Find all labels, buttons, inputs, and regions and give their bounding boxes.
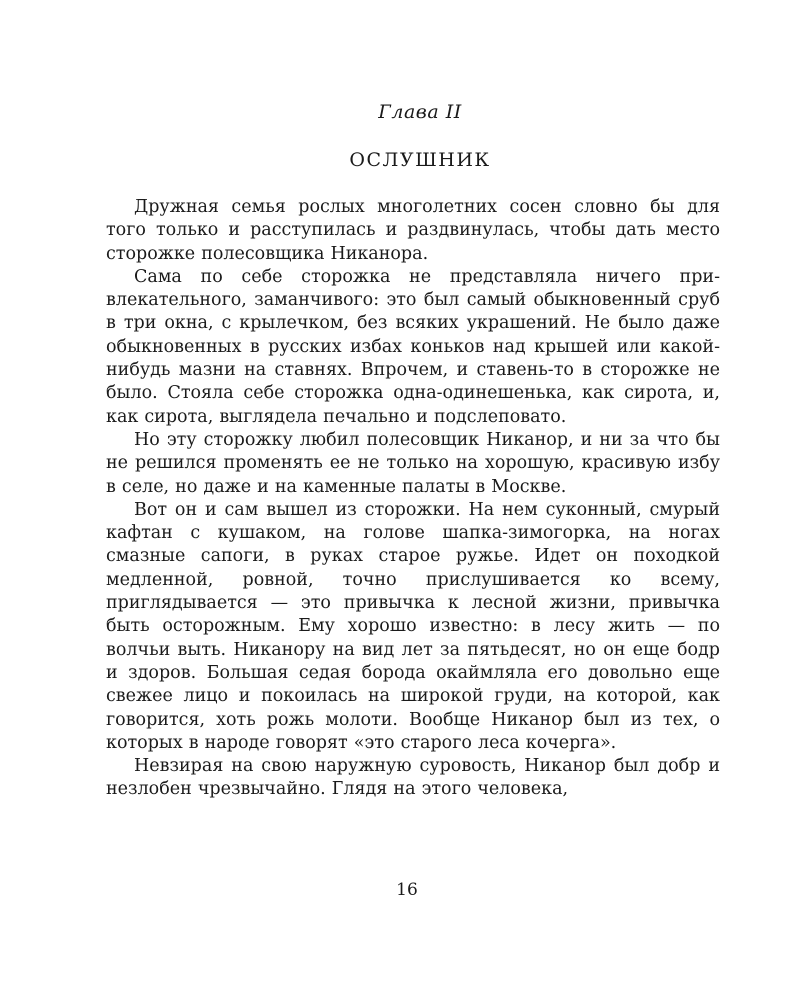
chapter-label: Глава II [378, 101, 462, 123]
paragraph: Невзирая на свою наружную суровость, Никанор был добр и незлобен чрезвычайно. Глядя на этого человека, [106, 756, 720, 800]
paragraph: Дружная семья рослых многолетних сосен словно бы для того только и расступилась и раздвинулась, чтобы дать место сторожке полесовщика Никанора. [106, 197, 720, 264]
page-content [106, 100, 720, 802]
paragraph: Вот он и сам вышел из сторожки. На нем суконный, смурый кафтан с кушаком, на голове шапка-зимогорка, на ногах смазные сапоги, в руках старое ружье. Идет он походкой медленной, ровной, точно прислушивается ко всему, приглядывается — это привычка к лесной жизни, привычка быть осторожным. Ему хорошо известно: в лесу жить — по волчьи выть. Никанору на вид лет за пятьдесят, но он еще бодр и здоров. Большая седая борода окаймляла его довольно еще свежее лицо и покоилась на широкой груди, на которой, как говорится, хоть рожь молоти. Вообще Никанор был из тех, о которых в народе говорят «это старого леса кочерга». [106, 499, 720, 753]
paragraph: Но эту сторожку любил полесовщик Никанор, и ни за что бы не решился променять ее не только на хорошую, красивую избу в селе, но даже и на каменные палаты в Москве. [106, 429, 720, 497]
body-text [106, 196, 720, 802]
paragraph: Сама по себе сторожка не представляла ничего привлекательного, заманчивого: это был самый обыкновенный сруб в три окна, с крылечком, без всяких украшений. Не было даже обыкновенных в русских избах коньков над крышей или какой-нибудь мазни на ставнях. Впрочем, и ставень-то в сторожке не было. Стояла себе сторожка одна-одинешенька, как сирота, и, как сирота, выглядела печально и подслеповато. [106, 266, 720, 427]
chapter-title: ОСЛУШНИК [349, 149, 491, 171]
page-number: 16 [396, 880, 418, 900]
